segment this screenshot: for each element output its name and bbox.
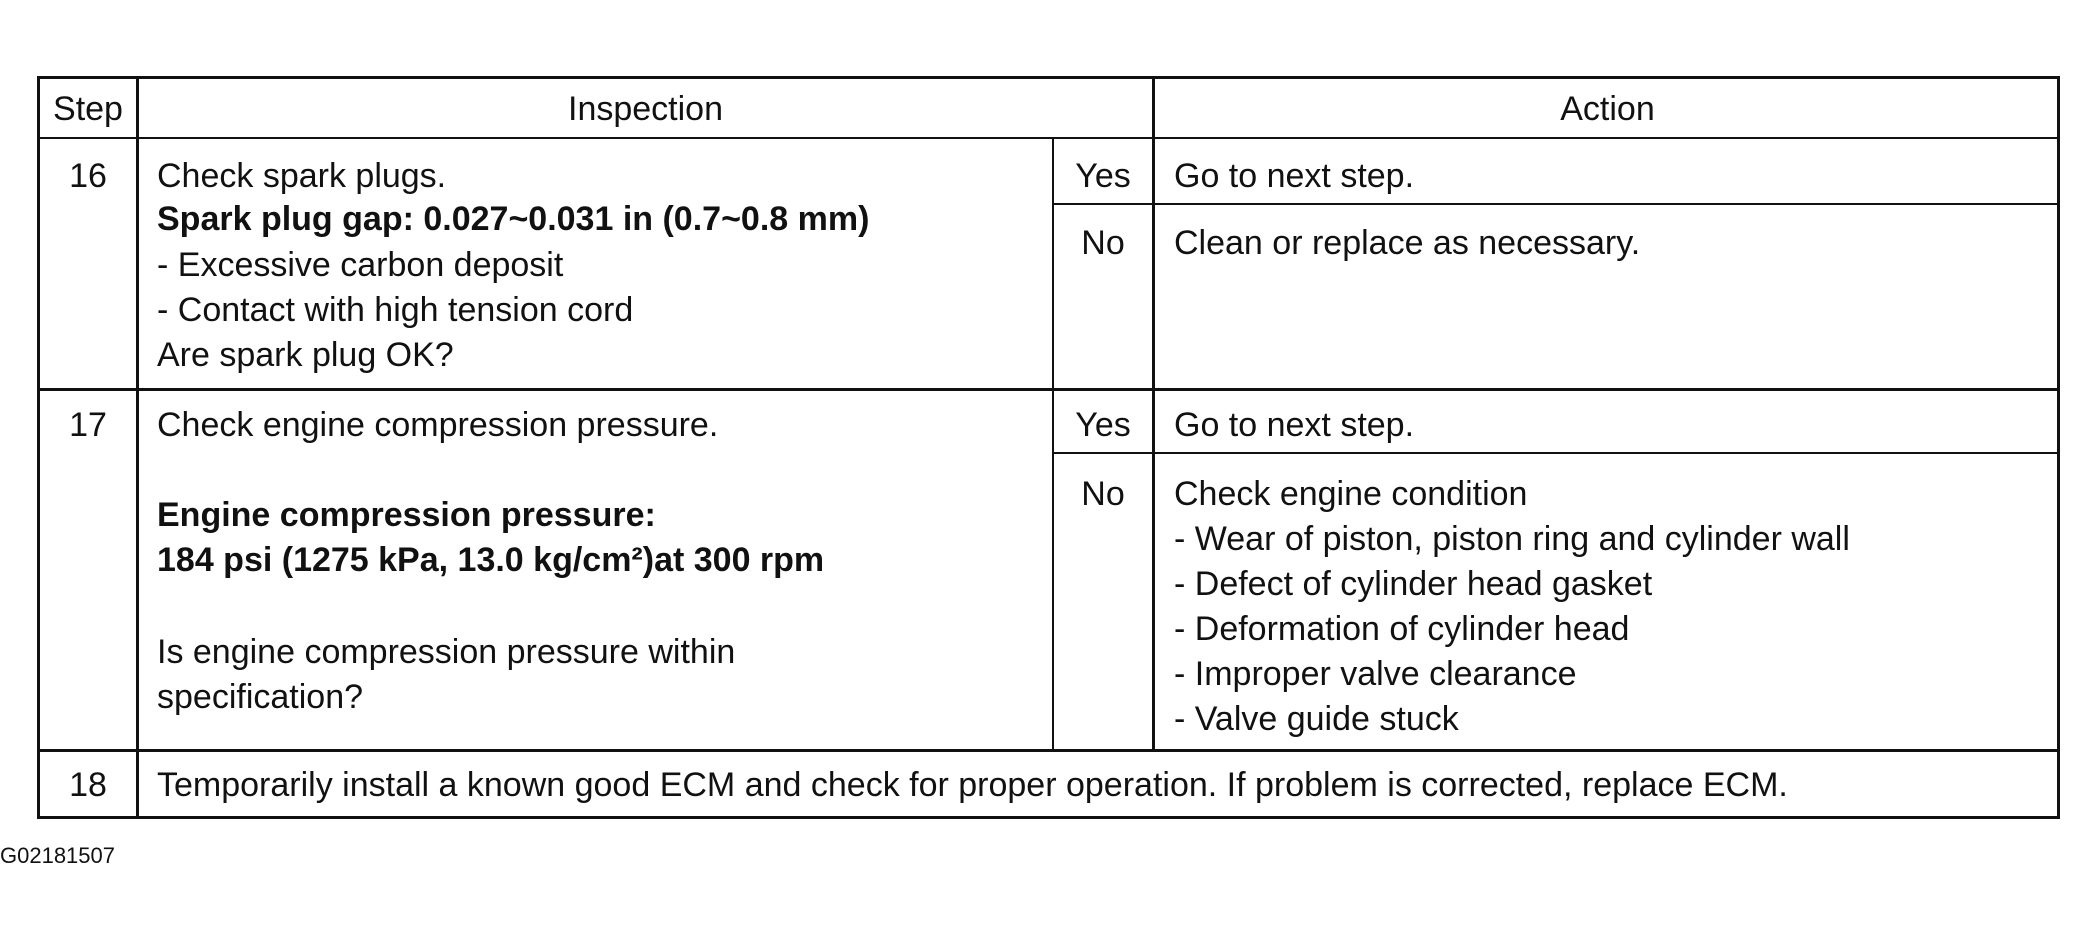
no-action: Check engine condition (1174, 475, 1528, 513)
step-number: 16 (69, 157, 107, 195)
no-action: - Wear of piston, piston ring and cylinder wall (1174, 520, 1850, 558)
no-action: - Improper valve clearance (1174, 655, 1577, 693)
yes-action: Go to next step. (1174, 406, 1415, 444)
no-label: No (1081, 224, 1125, 262)
inspection-spec: Spark plug gap: 0.027~0.031 in (0.7~0.8 mm) (157, 200, 870, 238)
no-action: - Deformation of cylinder head (1174, 610, 1630, 648)
inspection-question: Are spark plug OK? (157, 336, 454, 374)
inspection-spec: 184 psi (1275 kPa, 13.0 kg/cm²)at 300 rpm (157, 541, 825, 579)
divider-16-yesno (1052, 203, 2060, 205)
divider-17-yesno (1052, 452, 2060, 454)
divider-row16 (40, 388, 2060, 391)
no-label: No (1081, 475, 1125, 513)
inspection-line: Check engine compression pressure. (157, 406, 719, 444)
inspection-question: Is engine compression pressure within (157, 633, 736, 671)
no-action: - Defect of cylinder head gasket (1174, 565, 1653, 603)
step-number: 17 (69, 406, 107, 444)
divider-row17 (40, 749, 2060, 752)
header-step: Step (53, 90, 123, 128)
step-number: 18 (69, 766, 107, 804)
divider-action (1152, 79, 1155, 751)
header-action: Action (1560, 90, 1655, 128)
inspection-line: - Excessive carbon deposit (157, 246, 564, 284)
inspection-line: - Contact with high tension cord (157, 291, 634, 329)
inspection-line: Check spark plugs. (157, 157, 447, 195)
header-inspection: Inspection (568, 90, 723, 128)
inspection-question: specification? (157, 678, 364, 716)
inspection-table (37, 76, 2060, 819)
yes-label: Yes (1075, 157, 1131, 195)
inspection-spec: Engine compression pressure: (157, 496, 656, 534)
row-text: Temporarily install a known good ECM and check for proper operation. If problem is corrected, replace ECM. (157, 766, 1788, 804)
figure-code: G02181507 (0, 843, 115, 868)
divider-header (40, 137, 2060, 139)
yes-action: Go to next step. (1174, 157, 1415, 195)
yes-label: Yes (1075, 406, 1131, 444)
divider-step (136, 79, 139, 819)
no-action: - Valve guide stuck (1174, 700, 1459, 738)
no-action: Clean or replace as necessary. (1174, 224, 1641, 262)
